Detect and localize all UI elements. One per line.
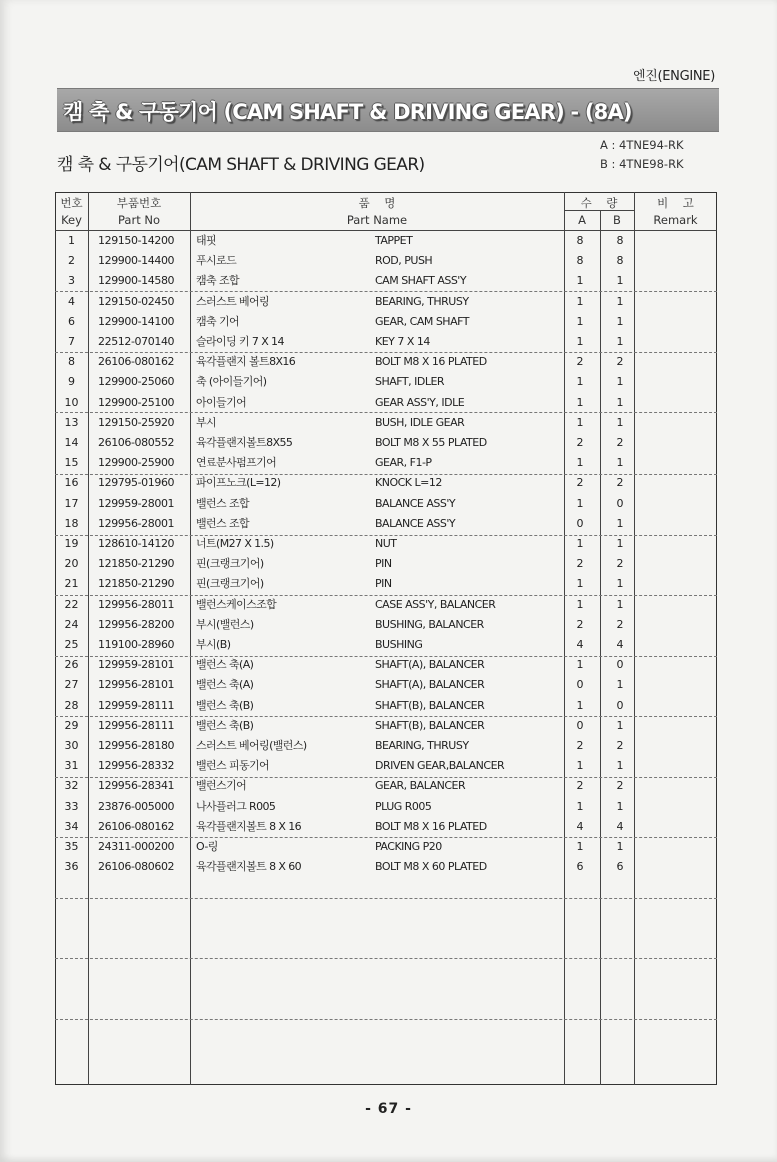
row-name-english: GEAR ASS'Y, IDLE bbox=[375, 396, 465, 409]
row-name-korean: 캠축 기어 bbox=[196, 315, 240, 328]
row-name-english: BOLT M8 X 16 PLATED bbox=[375, 355, 487, 368]
row-qty-a: 1 bbox=[576, 840, 584, 853]
table-row bbox=[55, 837, 717, 857]
row-key: 30 bbox=[64, 739, 79, 752]
model-b-label: B : 4TNE98-RK bbox=[600, 157, 684, 171]
table-row bbox=[55, 352, 717, 372]
row-qty-b: 0 bbox=[616, 497, 624, 510]
header-name-en: Part Name bbox=[346, 213, 408, 227]
row-qty-b: 6 bbox=[616, 860, 624, 873]
table-row bbox=[55, 231, 717, 251]
page-number: - 67 - bbox=[365, 1101, 412, 1117]
page-subtitle: 캠 축 & 구동기어(CAM SHAFT & DRIVING GEAR) bbox=[57, 155, 425, 175]
row-qty-a: 1 bbox=[576, 456, 584, 469]
row-key: 9 bbox=[68, 375, 75, 388]
row-part-number: 119100-28960 bbox=[98, 638, 175, 651]
row-key: 8 bbox=[68, 355, 75, 368]
row-part-number: 121850-21290 bbox=[98, 557, 175, 570]
table-row bbox=[55, 776, 717, 796]
row-key: 16 bbox=[64, 476, 79, 489]
row-name-korean: 푸시로드 bbox=[196, 254, 237, 267]
row-qty-a: 1 bbox=[576, 800, 584, 813]
row-qty-a: 1 bbox=[576, 497, 584, 510]
row-qty-b: 1 bbox=[616, 315, 624, 328]
header-remark-en: Remark bbox=[653, 213, 698, 227]
row-key: 21 bbox=[64, 577, 79, 590]
row-name-english: DRIVEN GEAR,BALANCER bbox=[375, 759, 505, 772]
row-part-number: 128610-14120 bbox=[98, 537, 175, 550]
row-name-korean: 태핏 bbox=[196, 234, 217, 247]
row-qty-a: 0 bbox=[576, 719, 584, 732]
row-part-number: 129956-28001 bbox=[98, 517, 175, 530]
table-row bbox=[55, 675, 717, 695]
row-key: 17 bbox=[64, 497, 79, 510]
table-row bbox=[55, 736, 717, 756]
row-qty-a: 1 bbox=[576, 416, 584, 429]
row-qty-b: 1 bbox=[616, 274, 624, 287]
table-row bbox=[55, 271, 717, 291]
row-qty-b: 1 bbox=[616, 295, 624, 308]
row-name-english: BUSH, IDLE GEAR bbox=[375, 416, 465, 429]
row-key: 29 bbox=[64, 719, 79, 732]
row-part-number: 129959-28111 bbox=[98, 699, 175, 712]
row-separator bbox=[55, 958, 717, 959]
table-row bbox=[55, 797, 717, 817]
row-qty-b: 4 bbox=[616, 820, 624, 833]
row-part-number: 129959-28101 bbox=[98, 658, 175, 671]
row-qty-a: 2 bbox=[576, 779, 584, 792]
row-name-english: BALANCE ASS'Y bbox=[375, 497, 456, 510]
row-part-number: 129150-02450 bbox=[98, 295, 175, 308]
row-name-english: BEARING, THRUSY bbox=[375, 295, 469, 308]
row-name-english: SHAFT(A), BALANCER bbox=[375, 658, 485, 671]
row-key: 19 bbox=[64, 537, 79, 550]
row-name-english: BOLT M8 X 55 PLATED bbox=[375, 436, 487, 449]
table-row bbox=[55, 332, 717, 352]
row-qty-b: 1 bbox=[616, 456, 624, 469]
row-key: 28 bbox=[64, 699, 79, 712]
table-row bbox=[55, 554, 717, 574]
row-key: 33 bbox=[64, 800, 79, 813]
row-name-english: KEY 7 X 14 bbox=[375, 335, 430, 348]
row-part-number: 22512-070140 bbox=[98, 335, 175, 348]
row-qty-b: 1 bbox=[616, 537, 624, 550]
row-part-number: 129795-01960 bbox=[98, 476, 175, 489]
row-qty-a: 1 bbox=[576, 396, 584, 409]
row-name-korean: 밸런스 축(B) bbox=[196, 699, 254, 712]
row-part-number: 23876-005000 bbox=[98, 800, 175, 813]
row-qty-b: 1 bbox=[616, 335, 624, 348]
row-name-korean: 아이들기어 bbox=[196, 396, 247, 409]
row-name-korean: 밸런스 축(B) bbox=[196, 719, 254, 732]
row-name-english: GEAR, BALANCER bbox=[375, 779, 466, 792]
row-name-english: SHAFT(B), BALANCER bbox=[375, 699, 485, 712]
row-name-english: CAM SHAFT ASS'Y bbox=[375, 274, 467, 287]
row-name-korean: 축 (아이들기어) bbox=[196, 375, 267, 388]
row-qty-a: 8 bbox=[576, 254, 584, 267]
row-key: 35 bbox=[64, 840, 79, 853]
row-qty-b: 1 bbox=[616, 375, 624, 388]
row-part-number: 129900-25060 bbox=[98, 375, 175, 388]
table-row bbox=[55, 756, 717, 776]
row-qty-b: 1 bbox=[616, 517, 624, 530]
row-name-korean: 핀(크랭크기어) bbox=[196, 557, 264, 570]
row-key: 27 bbox=[64, 678, 79, 691]
table-row bbox=[55, 696, 717, 716]
row-name-korean: 밸런스 피동기어 bbox=[196, 759, 270, 772]
row-name-korean: 부시(밸런스) bbox=[196, 618, 254, 631]
row-key: 2 bbox=[68, 254, 75, 267]
row-qty-b: 8 bbox=[616, 254, 624, 267]
row-separator bbox=[55, 1019, 717, 1020]
row-name-english: SHAFT(A), BALANCER bbox=[375, 678, 485, 691]
row-name-english: ROD, PUSH bbox=[375, 254, 433, 267]
row-name-korean: 육각플랜지 볼트8X16 bbox=[196, 355, 296, 368]
row-key: 34 bbox=[64, 820, 79, 833]
row-qty-a: 1 bbox=[576, 537, 584, 550]
row-qty-a: 1 bbox=[576, 274, 584, 287]
header-qty-kr: 수 량 bbox=[580, 196, 618, 210]
row-part-number: 26106-080602 bbox=[98, 860, 175, 873]
row-key: 10 bbox=[64, 396, 79, 409]
row-name-english: BOLT M8 X 60 PLATED bbox=[375, 860, 487, 873]
row-qty-b: 1 bbox=[616, 678, 624, 691]
row-name-english: KNOCK L=12 bbox=[375, 476, 442, 489]
row-part-number: 129956-28111 bbox=[98, 719, 175, 732]
row-name-korean: 핀(크랭크기어) bbox=[196, 577, 264, 590]
row-qty-b: 1 bbox=[616, 800, 624, 813]
row-part-number: 129900-14100 bbox=[98, 315, 175, 328]
table-row bbox=[55, 372, 717, 392]
row-qty-b: 1 bbox=[616, 598, 624, 611]
row-qty-b: 2 bbox=[616, 476, 624, 489]
row-part-number: 129150-14200 bbox=[98, 234, 175, 247]
row-qty-b: 2 bbox=[616, 739, 624, 752]
row-part-number: 129956-28341 bbox=[98, 779, 175, 792]
row-part-number: 129956-28180 bbox=[98, 739, 175, 752]
table-row bbox=[55, 635, 717, 655]
row-name-korean: 스러스트 베어링(밸런스) bbox=[196, 739, 307, 752]
row-qty-a: 1 bbox=[576, 598, 584, 611]
row-key: 36 bbox=[64, 860, 79, 873]
row-name-korean: 육각플랜지볼트 8 X 60 bbox=[196, 860, 302, 873]
row-key: 26 bbox=[64, 658, 79, 671]
row-part-number: 129956-28332 bbox=[98, 759, 175, 772]
row-qty-b: 1 bbox=[616, 840, 624, 853]
row-qty-b: 1 bbox=[616, 416, 624, 429]
row-name-korean: 파이프노크(L=12) bbox=[196, 476, 281, 489]
row-name-english: BUSHING bbox=[375, 638, 423, 651]
row-name-korean: 육각플랜지볼트 8 X 16 bbox=[196, 820, 302, 833]
row-name-korean: 밸런스 조합 bbox=[196, 497, 250, 510]
header-partno-en: Part No bbox=[118, 213, 160, 227]
row-qty-a: 6 bbox=[576, 860, 584, 873]
header-qty-a: A bbox=[578, 213, 586, 227]
row-key: 13 bbox=[64, 416, 79, 429]
row-qty-b: 2 bbox=[616, 779, 624, 792]
header-partno-kr: 부품번호 bbox=[116, 196, 162, 210]
row-qty-b: 2 bbox=[616, 436, 624, 449]
row-name-english: GEAR, F1-P bbox=[375, 456, 432, 469]
row-key: 4 bbox=[68, 295, 75, 308]
row-key: 1 bbox=[68, 234, 75, 247]
table-row bbox=[55, 413, 717, 433]
row-name-english: PIN bbox=[375, 577, 392, 590]
row-key: 22 bbox=[64, 598, 79, 611]
table-row bbox=[55, 615, 717, 635]
table-row bbox=[55, 574, 717, 594]
row-qty-b: 0 bbox=[616, 699, 624, 712]
row-qty-a: 1 bbox=[576, 295, 584, 308]
row-qty-a: 2 bbox=[576, 436, 584, 449]
row-name-english: BUSHING, BALANCER bbox=[375, 618, 484, 631]
row-qty-a: 2 bbox=[576, 476, 584, 489]
row-qty-b: 2 bbox=[616, 618, 624, 631]
row-name-english: CASE ASS'Y, BALANCER bbox=[375, 598, 496, 611]
row-name-english: BALANCE ASS'Y bbox=[375, 517, 456, 530]
model-a-label: A : 4TNE94-RK bbox=[600, 138, 684, 152]
row-part-number: 24311-000200 bbox=[98, 840, 175, 853]
row-name-english: TAPPET bbox=[375, 234, 413, 247]
row-part-number: 129900-14580 bbox=[98, 274, 175, 287]
row-qty-a: 2 bbox=[576, 739, 584, 752]
row-qty-a: 2 bbox=[576, 355, 584, 368]
row-qty-a: 0 bbox=[576, 517, 584, 530]
row-name-english: PLUG R005 bbox=[375, 800, 432, 813]
table-row bbox=[55, 857, 717, 877]
row-qty-a: 2 bbox=[576, 557, 584, 570]
row-part-number: 121850-21290 bbox=[98, 577, 175, 590]
table-row bbox=[55, 534, 717, 554]
table-row bbox=[55, 473, 717, 493]
row-name-english: SHAFT, IDLER bbox=[375, 375, 445, 388]
row-part-number: 129956-28200 bbox=[98, 618, 175, 631]
row-name-english: SHAFT(B), BALANCER bbox=[375, 719, 485, 732]
row-qty-a: 2 bbox=[576, 618, 584, 631]
row-name-korean: 육각플랜지볼트8X55 bbox=[196, 436, 293, 449]
table-row bbox=[55, 595, 717, 615]
row-name-korean: 나사플러그 R005 bbox=[196, 800, 276, 813]
row-qty-a: 0 bbox=[576, 678, 584, 691]
row-key: 18 bbox=[64, 517, 79, 530]
row-key: 32 bbox=[64, 779, 79, 792]
row-key: 25 bbox=[64, 638, 79, 651]
row-name-korean: 밸런스 축(A) bbox=[196, 678, 254, 691]
row-name-korean: 연료분사펌프기어 bbox=[196, 456, 277, 469]
row-key: 7 bbox=[68, 335, 75, 348]
row-part-number: 129956-28011 bbox=[98, 598, 175, 611]
row-qty-a: 1 bbox=[576, 658, 584, 671]
row-qty-b: 8 bbox=[616, 234, 624, 247]
row-name-korean: 부시 bbox=[196, 416, 217, 429]
row-name-korean: 밸런스기어 bbox=[196, 779, 247, 792]
row-part-number: 26106-080552 bbox=[98, 436, 175, 449]
section-label: 엔진(ENGINE) bbox=[632, 69, 715, 84]
row-name-korean: 밸런스 축(A) bbox=[196, 658, 254, 671]
row-key: 20 bbox=[64, 557, 79, 570]
row-key: 15 bbox=[64, 456, 79, 469]
table-row bbox=[55, 312, 717, 332]
row-key: 31 bbox=[64, 759, 79, 772]
row-qty-b: 4 bbox=[616, 638, 624, 651]
row-part-number: 129150-25920 bbox=[98, 416, 175, 429]
row-name-korean: 슬라이딩 키 7 X 14 bbox=[196, 335, 284, 348]
row-qty-a: 1 bbox=[576, 315, 584, 328]
row-key: 24 bbox=[64, 618, 79, 631]
row-qty-b: 1 bbox=[616, 396, 624, 409]
row-qty-b: 2 bbox=[616, 557, 624, 570]
table-row bbox=[55, 251, 717, 271]
row-name-english: NUT bbox=[375, 537, 397, 550]
row-part-number: 129900-14400 bbox=[98, 254, 175, 267]
row-name-english: BEARING, THRUSY bbox=[375, 739, 469, 752]
table-row bbox=[55, 655, 717, 675]
header-key-kr: 번호 bbox=[60, 196, 83, 210]
row-name-korean: 캠축 조합 bbox=[196, 274, 240, 287]
row-name-korean: O-링 bbox=[196, 840, 218, 853]
table-row bbox=[55, 514, 717, 534]
table-row bbox=[55, 817, 717, 837]
row-key: 14 bbox=[64, 436, 79, 449]
row-separator bbox=[55, 898, 717, 899]
header-remark-kr: 비 고 bbox=[657, 196, 694, 210]
row-part-number: 26106-080162 bbox=[98, 820, 175, 833]
row-qty-a: 1 bbox=[576, 335, 584, 348]
row-name-korean: 부시(B) bbox=[196, 638, 231, 651]
row-qty-a: 8 bbox=[576, 234, 584, 247]
row-name-english: PIN bbox=[375, 557, 392, 570]
title-bar-text: 캠 축 & 구동기어 (CAM SHAFT & DRIVING GEAR) - (8A) bbox=[63, 100, 632, 124]
title-bar bbox=[57, 88, 719, 132]
row-qty-a: 1 bbox=[576, 699, 584, 712]
row-key: 6 bbox=[68, 315, 75, 328]
row-name-korean: 너트(M27 X 1.5) bbox=[196, 537, 274, 550]
header-name-kr: 품 명 bbox=[358, 196, 396, 210]
table-row bbox=[55, 494, 717, 514]
row-qty-a: 1 bbox=[576, 375, 584, 388]
row-name-korean: 밸런스 조합 bbox=[196, 517, 250, 530]
row-name-korean: 스러스트 베어링 bbox=[196, 295, 270, 308]
row-qty-b: 1 bbox=[616, 759, 624, 772]
header-key-en: Key bbox=[61, 213, 82, 227]
row-qty-a: 1 bbox=[576, 577, 584, 590]
row-part-number: 129900-25100 bbox=[98, 396, 175, 409]
table-row bbox=[55, 292, 717, 312]
row-qty-b: 0 bbox=[616, 658, 624, 671]
row-qty-b: 2 bbox=[616, 355, 624, 368]
row-name-english: GEAR, CAM SHAFT bbox=[375, 315, 469, 328]
row-part-number: 129959-28001 bbox=[98, 497, 175, 510]
row-name-english: BOLT M8 X 16 PLATED bbox=[375, 820, 487, 833]
row-qty-a: 1 bbox=[576, 759, 584, 772]
row-part-number: 26106-080162 bbox=[98, 355, 175, 368]
header-qty-b: B bbox=[613, 213, 621, 227]
row-name-korean: 밸런스케이스조합 bbox=[196, 598, 277, 611]
row-part-number: 129956-28101 bbox=[98, 678, 175, 691]
row-qty-a: 4 bbox=[576, 638, 584, 651]
row-part-number: 129900-25900 bbox=[98, 456, 175, 469]
row-key: 3 bbox=[68, 274, 75, 287]
table-row bbox=[55, 433, 717, 453]
table-row bbox=[55, 393, 717, 413]
table-row bbox=[55, 716, 717, 736]
table-row bbox=[55, 453, 717, 473]
row-qty-b: 1 bbox=[616, 577, 624, 590]
row-qty-a: 4 bbox=[576, 820, 584, 833]
row-name-english: PACKING P20 bbox=[375, 840, 442, 853]
row-qty-b: 1 bbox=[616, 719, 624, 732]
